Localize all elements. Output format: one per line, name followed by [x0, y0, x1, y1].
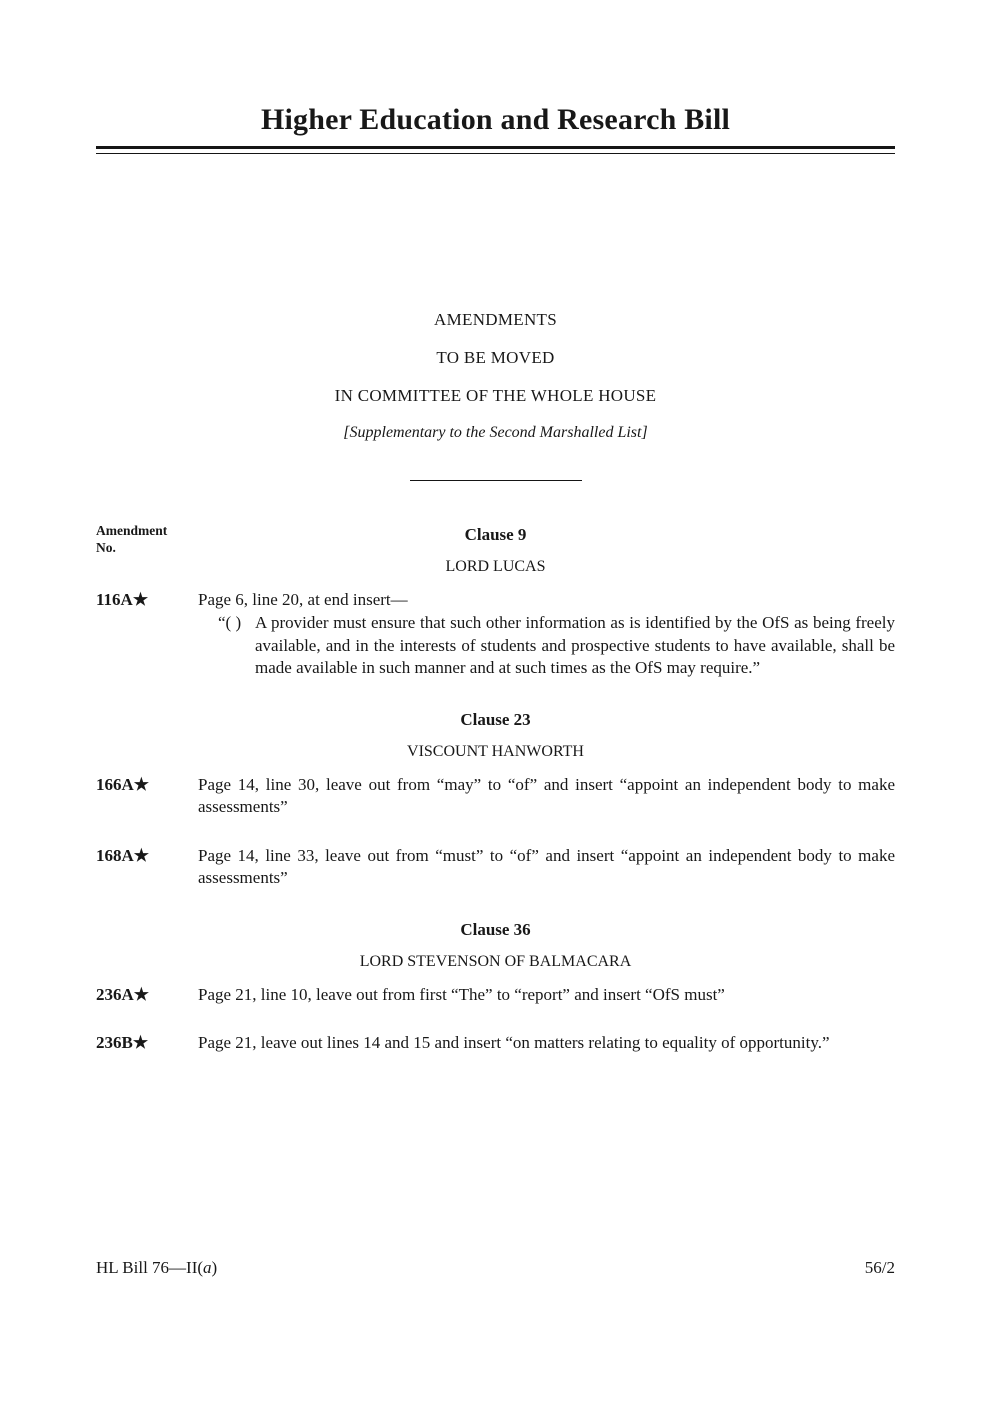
star-icon: ★: [132, 1032, 149, 1052]
footer-bill-ref-prefix: HL Bill 76—II(: [96, 1258, 204, 1277]
quote-prefix: “( ): [218, 613, 242, 633]
clause-36-heading: Clause 36: [460, 919, 531, 939]
clause-23-row: [96, 710, 895, 730]
footer-bill-reference: [96, 1258, 217, 1278]
amendment-number-text: 236B: [96, 1032, 133, 1052]
section-clause-36: [96, 920, 895, 1055]
amendment-number: [96, 845, 198, 867]
amendment-236B: [96, 1032, 895, 1054]
amendment-body: [198, 984, 895, 1006]
title-rule: [96, 146, 895, 154]
clause-23-heading: Clause 23: [460, 709, 531, 729]
amendment-number: [96, 984, 198, 1006]
amendment-no-label: [96, 523, 167, 557]
star-icon: ★: [133, 845, 150, 865]
amendment-body: [198, 845, 895, 890]
amendment-text: Page 21, leave out lines 14 and 15 and insert “on matters relating to equality of opportunity.”: [198, 1032, 830, 1052]
amendment-236A: [96, 984, 895, 1006]
amendment-number: [96, 589, 198, 611]
amendment-text: Page 14, line 30, leave out from “may” to “of” and insert “appoint an independent body to make assessments”: [198, 774, 895, 817]
amendment-body: [198, 774, 895, 819]
mover-lord-lucas: LORD LUCAS: [445, 558, 546, 575]
heading-committee: IN COMMITTEE OF THE WHOLE HOUSE: [334, 386, 657, 405]
amendment-number-text: 168A: [96, 845, 134, 865]
page-title: Higher Education and Research Bill: [260, 103, 731, 136]
amendment-number-text: 166A: [96, 774, 134, 794]
clause-36-row: [96, 920, 895, 940]
separator-rule: [410, 480, 582, 481]
amendment-no-label-line1: Amendment: [96, 523, 168, 538]
amendment-116A: [96, 589, 895, 680]
subheading-marshalled-list: [Supplementary to the Second Marshalled List]: [343, 424, 648, 441]
amendment-text: Page 14, line 33, leave out from “must” to “of” and insert “appoint an independent body to make assessments”: [198, 845, 895, 888]
footer-page-number: 56/2: [864, 1258, 895, 1277]
clause-9-heading: Clause 9: [464, 525, 527, 544]
amendment-no-label-line2: No.: [96, 539, 116, 555]
star-icon: ★: [133, 984, 150, 1004]
heading-to-be-moved: TO BE MOVED: [436, 348, 555, 367]
mover-viscount-hanworth: VISCOUNT HANWORTH: [407, 742, 584, 760]
footer-bill-ref-italic: a: [203, 1258, 212, 1277]
clause-9-row: [96, 523, 895, 555]
heading-block: [96, 310, 895, 481]
section-clause-23: [96, 710, 895, 890]
amendment-number-text: 116A: [96, 590, 133, 609]
inserted-quote: [218, 612, 895, 679]
footer-bill-ref-suffix: ): [211, 1258, 218, 1277]
amendment-body: [198, 1032, 895, 1054]
amendment-168A: [96, 845, 895, 890]
amendment-body: [198, 589, 895, 680]
amendment-text: Page 6, line 20, at end insert—: [198, 590, 408, 609]
heading-amendments: AMENDMENTS: [434, 310, 557, 329]
section-clause-9: [96, 525, 895, 680]
amendment-text: Page 21, line 10, leave out from first “The” to “report” and insert “OfS must”: [198, 984, 725, 1004]
amendment-number-text: 236A: [96, 984, 134, 1004]
star-icon: ★: [133, 774, 150, 794]
amendment-number: [96, 1032, 198, 1054]
star-icon: ★: [132, 590, 149, 609]
amendment-number: [96, 774, 198, 796]
quote-text: A provider must ensure that such other information as is identified by the OfS as being freely available, and in the interests of students and prospective students to have available, shall be made available in such manner and at such times as the OfS may require.”: [255, 613, 895, 678]
mover-lord-stevenson: LORD STEVENSON OF BALMACARA: [359, 952, 632, 970]
page-footer: [96, 1258, 895, 1278]
amendment-166A: [96, 774, 895, 819]
